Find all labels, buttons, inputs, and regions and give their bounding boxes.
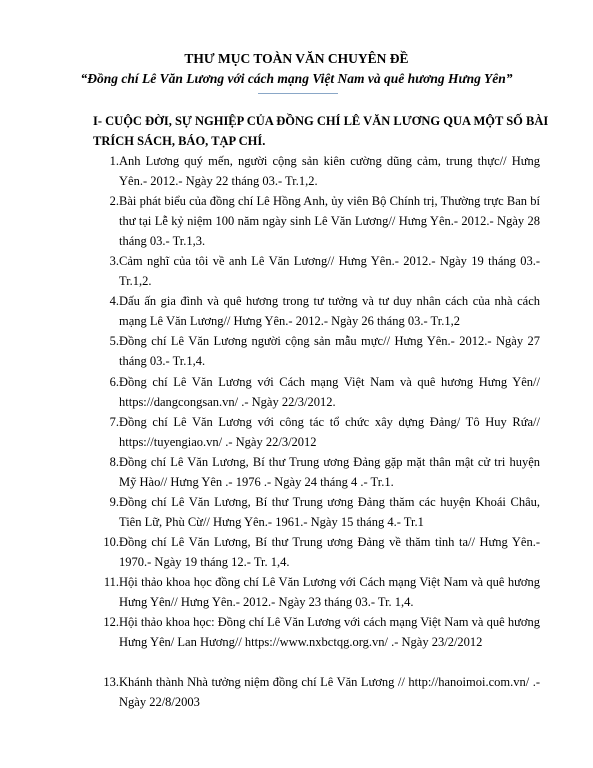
item-text: Đồng chí Lê Văn Lương, Bí thư Trung ương Đảng về thăm tỉnh ta// Hưng Yên.- 1970.- Ngày 19 tháng 12.- Tr. 1,4. [119, 535, 540, 569]
item-number: 3. [109, 254, 119, 268]
section-heading: I- CUỘC ĐỜI, SỰ NGHIỆP CỦA ĐỒNG CHÍ LÊ VĂN LƯƠNG QUA MỘT SỐ BÀI TRÍCH SÁCH, BÁO, TẠP CHÍ. [93, 114, 549, 148]
item-text: Đồng chí Lê Văn Lương, Bí thư Trung ương Đảng thăm các huyện Khoái Châu, Tiên Lữ, Phù Cừ// Hưng Yên.- 1961.- Ngày 15 tháng 4.- Tr.1 [119, 495, 540, 529]
item-number: 8. [109, 455, 119, 469]
item-number: 11. [103, 575, 119, 589]
item-text: Dấu ấn gia đình và quê hương trong tư tưởng và tư duy nhân cách của nhà cách mạng Lê Văn Lương// Hưng Yên.- 2012.- Ngày 26 tháng 03.- Tr.1,2 [119, 294, 540, 328]
item-text: Khánh thành Nhà tưởng niệm đồng chí Lê Văn Lương // http://hanoimoi.com.vn/ .- Ngày 22/8/2003 [119, 675, 540, 709]
item-text: Đồng chí Lê Văn Lương với Cách mạng Việt Nam và quê hương Hưng Yên// https://dangcongsan.vn/ .- Ngày 22/3/2012. [119, 375, 540, 409]
item-number: 4. [109, 294, 119, 308]
item-number: 9. [109, 495, 119, 509]
item-text: Anh Lương quý mến, người cộng sản kiên cường dũng cảm, trung thực// Hưng Yên.- 2012.- Ngày 22 tháng 03.- Tr.1,2. [119, 154, 540, 188]
item-number: 10. [103, 535, 119, 549]
item-text: Bài phát biểu của đồng chí Lê Hồng Anh, ủy viên Bộ Chính trị, Thường trực Ban bí thư tại Lễ kỷ niệm 100 năm ngày sinh Lê Văn Lương// Hưng Yên.- 2012.- Ngày 28 tháng 03.- Tr.1,3. [119, 194, 540, 248]
item-text: Đồng chí Lê Văn Lương với công tác tổ chức xây dựng Đảng/ Tô Huy Rứa// https://tuyengiao.vn/ .- Ngày 22/3/2012 [119, 415, 540, 449]
item-number: 2. [109, 194, 119, 208]
item-number: 5. [109, 334, 119, 348]
item-text: Đồng chí Lê Văn Lương người cộng sản mẫu mực// Hưng Yên.- 2012.- Ngày 27 tháng 03.- Tr.1,4. [119, 334, 540, 368]
item-number: 7. [109, 415, 119, 429]
item-text: Cảm nghĩ của tôi về anh Lê Văn Lương// Hưng Yên.- 2012.- Ngày 19 tháng 03.- Tr.1,2. [119, 254, 540, 288]
document-title: THƯ MỤC TOÀN VĂN CHUYÊN ĐỀ [184, 51, 409, 66]
item-number: 1. [109, 154, 119, 168]
item-text: Đồng chí Lê Văn Lương, Bí thư Trung ương Đảng gặp mặt thân mật cử tri huyện Mỹ Hào// Hưng Yên .- 1976 .- Ngày 24 tháng 4 .- Tr.1. [119, 455, 540, 489]
item-number: 6. [109, 375, 119, 389]
item-text: Hội thảo khoa học đồng chí Lê Văn Lương với Cách mạng Việt Nam và quê hương Hưng Yên// Hưng Yên.- 2012.- Ngày 23 tháng 03.- Tr. 1,4. [119, 575, 540, 609]
title-divider [258, 93, 338, 94]
item-number: 12. [103, 615, 119, 629]
document-subtitle: “Đồng chí Lê Văn Lương với cách mạng Việt Nam và quê hương Hưng Yên” [80, 71, 513, 86]
item-text: Hội thảo khoa học: Đồng chí Lê Văn Lương với cách mạng Việt Nam và quê hương Hưng Yên/ Lan Hương// https://www.nxbctqg.org.vn/ .- Ngày 23/2/2012 [119, 615, 540, 649]
item-number: 13. [103, 675, 119, 689]
